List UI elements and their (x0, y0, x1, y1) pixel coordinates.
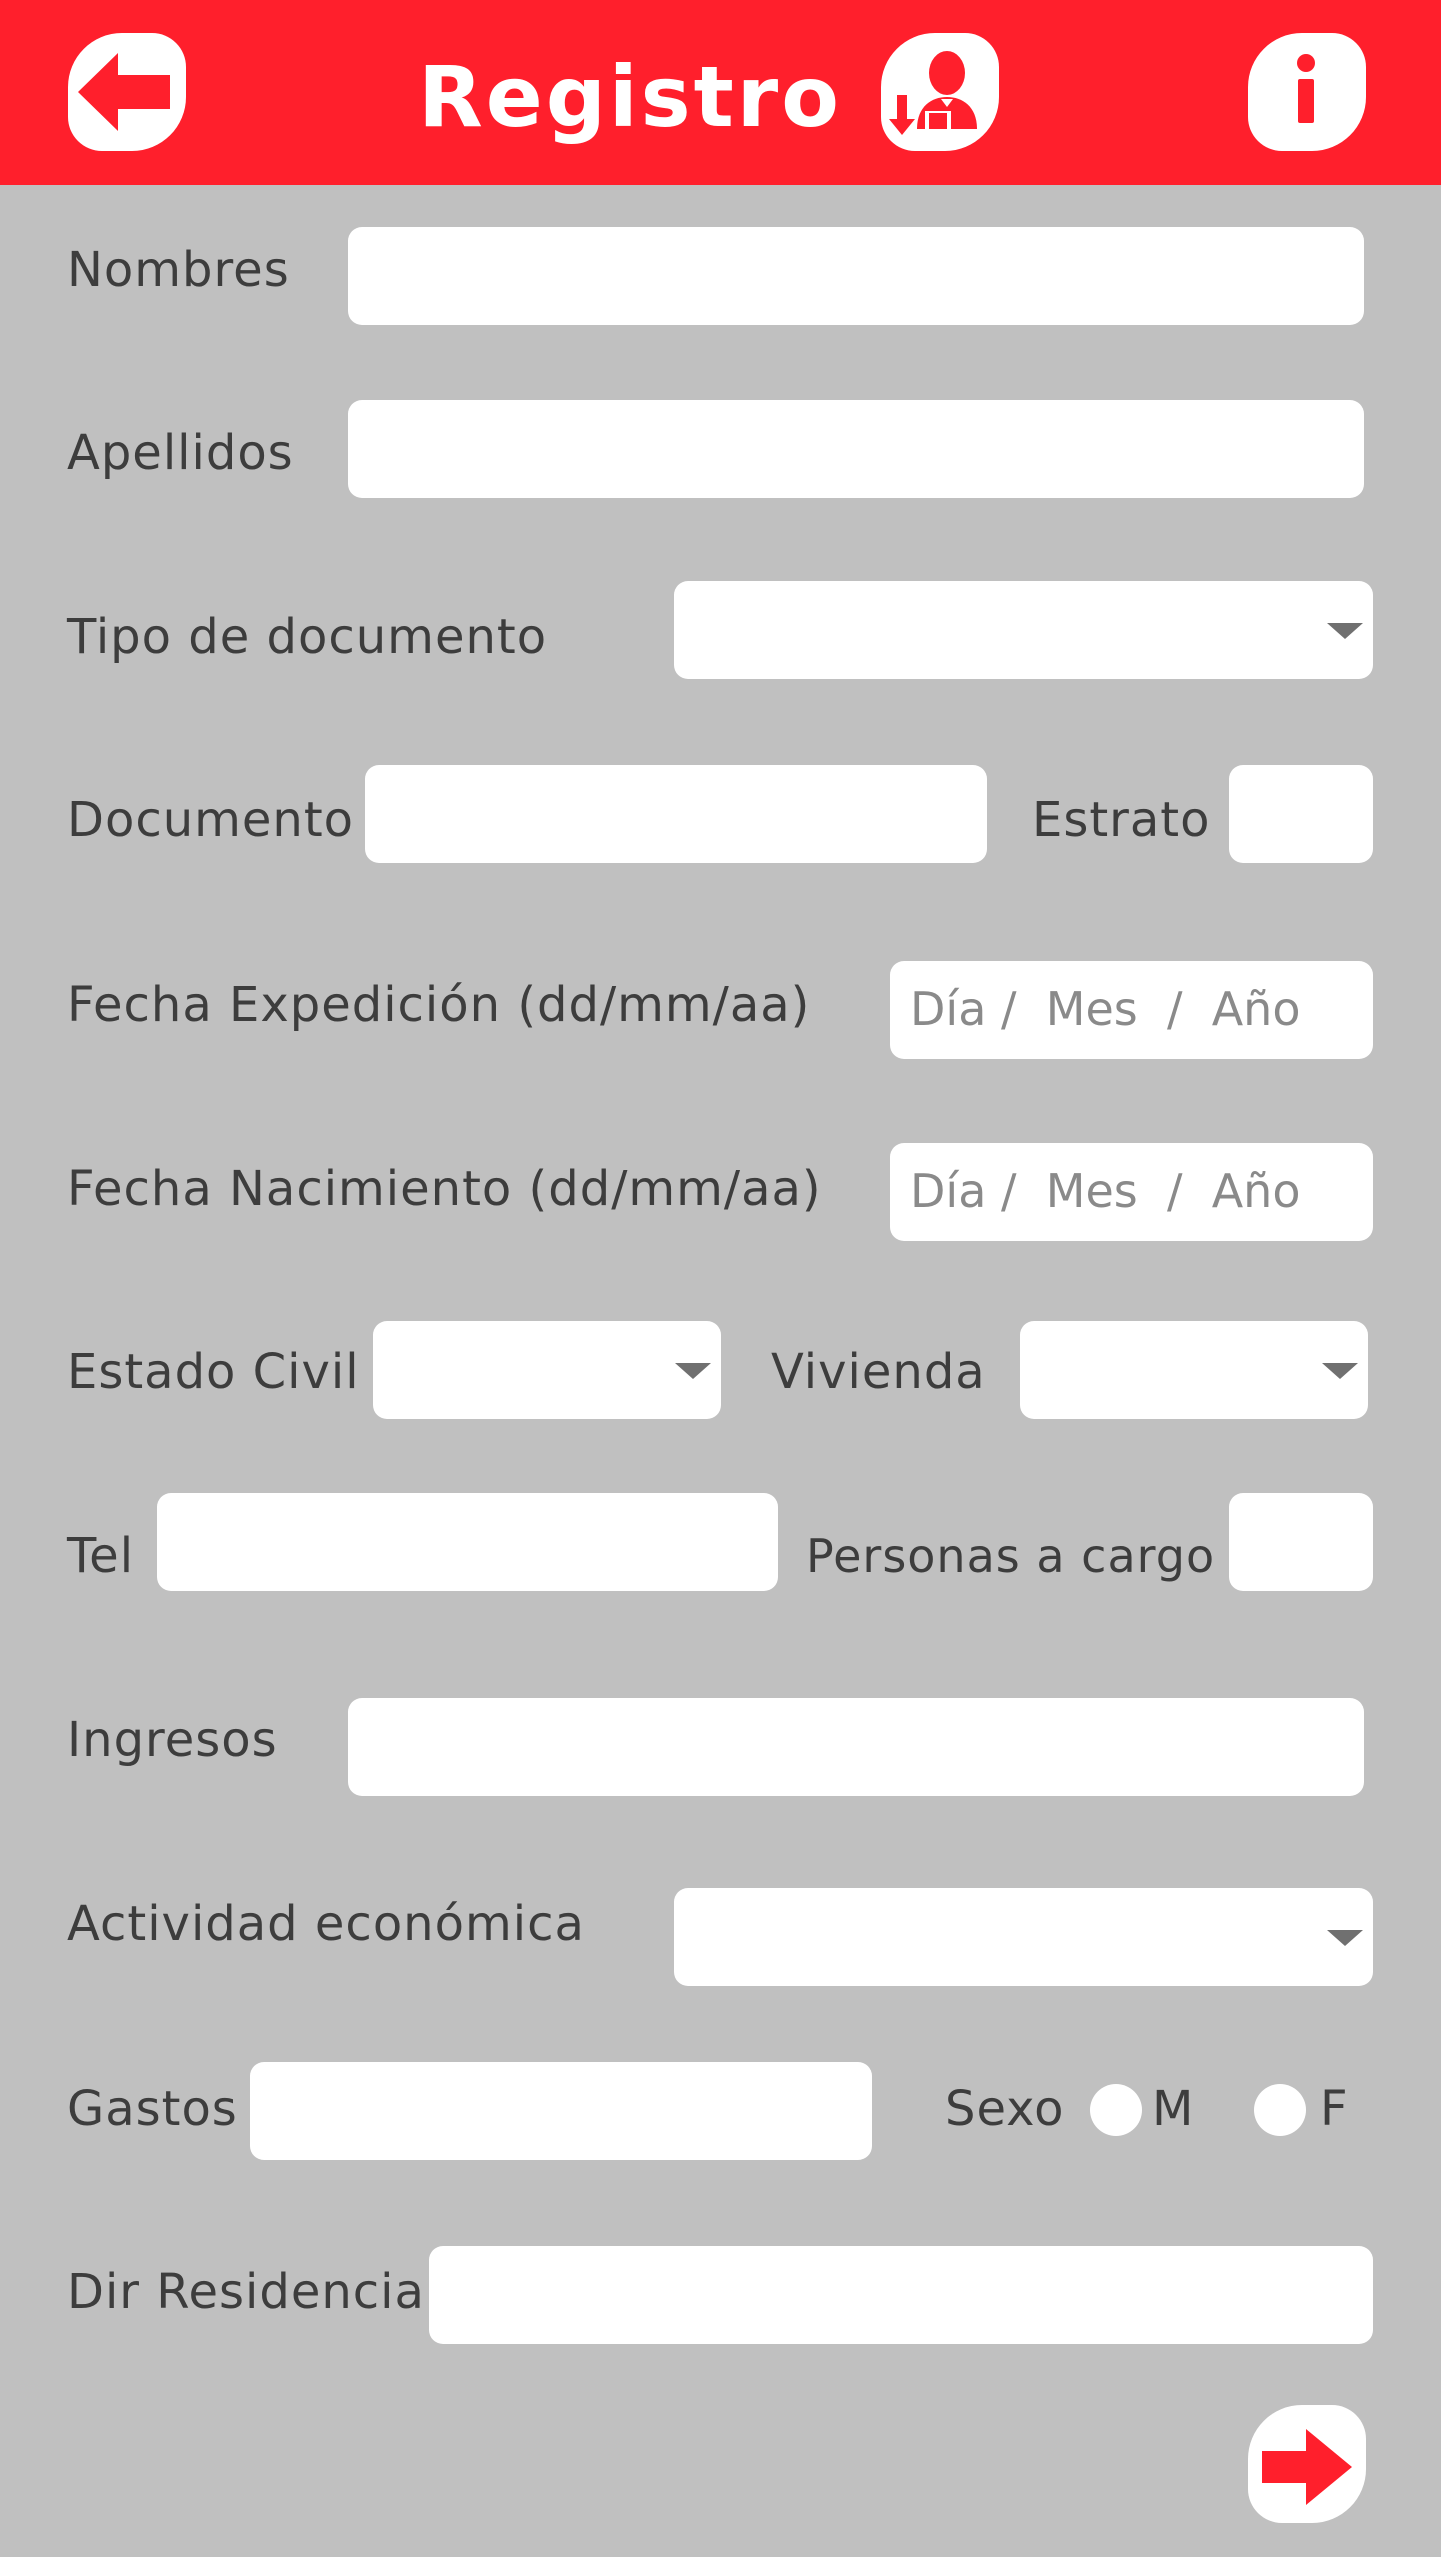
personas-a-cargo-label: Personas a cargo (806, 1529, 1216, 1583)
nombres-input[interactable] (348, 227, 1364, 325)
sexo-f-radio[interactable] (1254, 2084, 1306, 2136)
tel-input[interactable] (157, 1493, 778, 1591)
estrato-label: Estrato (1032, 792, 1211, 848)
app-header (0, 0, 1441, 185)
sexo-f-label: F (1320, 2081, 1349, 2137)
fecha-expedicion-input[interactable] (890, 961, 1373, 1059)
fecha-expedicion-placeholder: Día / Mes / Año (910, 982, 1301, 1036)
gastos-input[interactable] (250, 2062, 872, 2160)
tipo-documento-label: Tipo de documento (67, 609, 548, 665)
documento-input[interactable] (365, 765, 987, 863)
personas-a-cargo-input[interactable] (1229, 1493, 1373, 1591)
estrato-input[interactable] (1229, 765, 1373, 863)
fecha-nacimiento-placeholder: Día / Mes / Año (910, 1164, 1301, 1218)
nombres-label: Nombres (67, 242, 290, 298)
estado-civil-select[interactable] (373, 1321, 721, 1419)
actividad-economica-select[interactable] (674, 1888, 1373, 1986)
fecha-nacimiento-input[interactable] (890, 1143, 1373, 1241)
next-button[interactable] (1248, 2405, 1366, 2523)
gastos-label: Gastos (67, 2081, 238, 2137)
sexo-label: Sexo (945, 2081, 1065, 2137)
vivienda-label: Vivienda (771, 1344, 986, 1400)
arrow-left-icon (68, 33, 186, 151)
documento-label: Documento (67, 792, 355, 848)
tel-label: Tel (67, 1528, 135, 1584)
tipo-documento-select[interactable] (674, 581, 1373, 679)
ingresos-input[interactable] (348, 1698, 1364, 1796)
apellidos-input[interactable] (348, 400, 1364, 498)
arrow-right-icon (1248, 2405, 1366, 2523)
fecha-expedicion-label: Fecha Expedición (dd/mm/aa) (67, 977, 811, 1033)
sexo-m-label: M (1152, 2081, 1195, 2137)
user-download-button[interactable] (881, 33, 999, 151)
fecha-nacimiento-label: Fecha Nacimiento (dd/mm/aa) (67, 1161, 822, 1217)
back-button[interactable] (68, 33, 186, 151)
sexo-m-radio[interactable] (1090, 2084, 1142, 2136)
page-title: Registro (418, 48, 842, 146)
chevron-down-icon (1327, 1930, 1363, 1946)
actividad-economica-label: Actividad económica (67, 1896, 585, 1952)
estado-civil-label: Estado Civil (67, 1344, 360, 1400)
dir-residencia-label: Dir Residencia (67, 2264, 425, 2320)
apellidos-label: Apellidos (67, 425, 294, 481)
vivienda-select[interactable] (1020, 1321, 1368, 1419)
info-icon (1248, 33, 1366, 151)
chevron-down-icon (675, 1363, 711, 1379)
info-button[interactable] (1248, 33, 1366, 151)
ingresos-label: Ingresos (67, 1712, 278, 1768)
dir-residencia-input[interactable] (429, 2246, 1373, 2344)
user-download-icon (881, 33, 999, 151)
chevron-down-icon (1327, 623, 1363, 639)
chevron-down-icon (1322, 1363, 1358, 1379)
